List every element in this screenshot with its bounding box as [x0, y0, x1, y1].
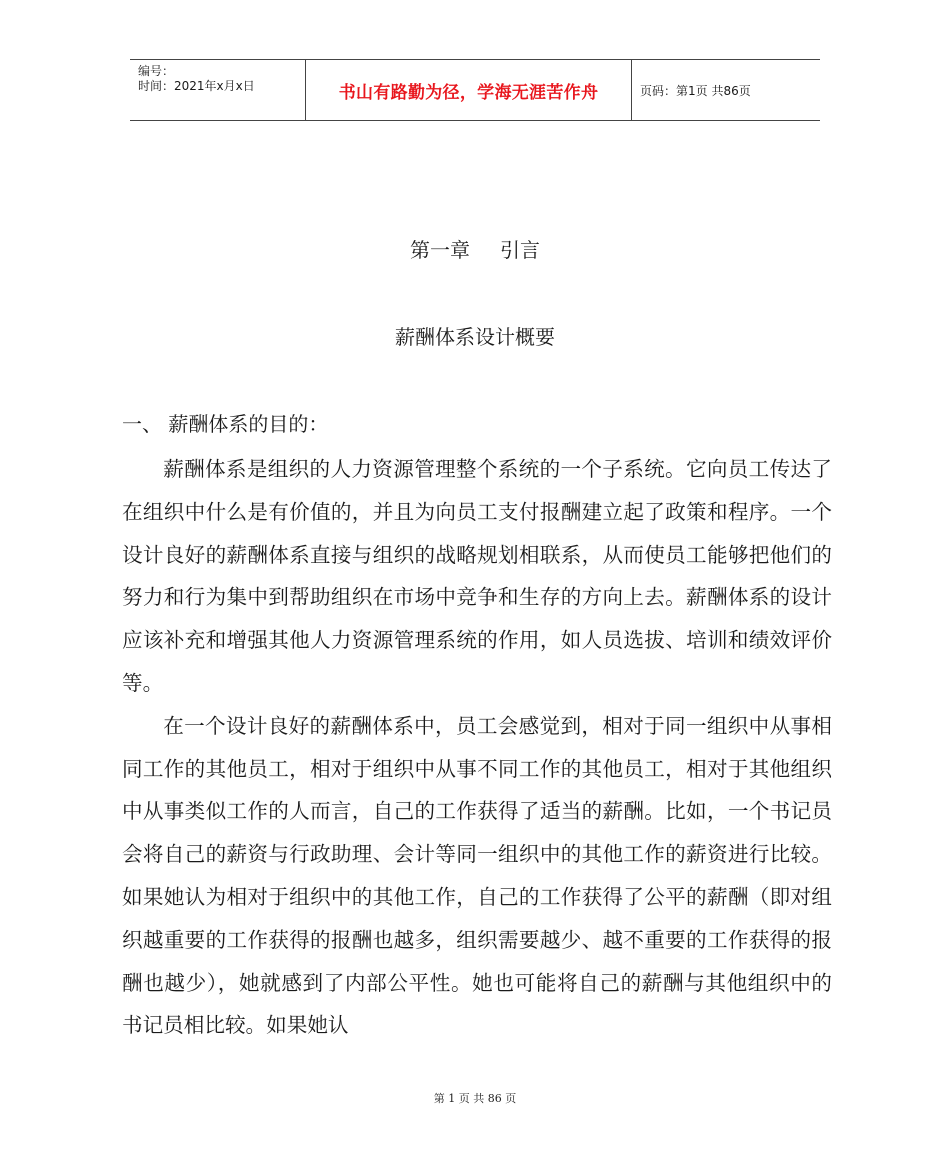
- chapter-heading: [0, 234, 950, 263]
- header-page-cell: [632, 60, 820, 120]
- chapter-number: 第一章: [410, 238, 470, 262]
- header-page-label: 页码：第1页 共86页: [640, 83, 751, 98]
- header-meta: [130, 60, 306, 120]
- document-number-label: 编号：: [138, 64, 175, 78]
- chapter-title: 引言: [500, 238, 540, 262]
- paragraph: 在一个设计良好的薪酬体系中，员工会感觉到，相对于同一组织中从事相同工作的其他员工，相对于组织中从事不同工作的其他员工，相对于其他组织中从事类似工作的人而言，自己的工作获得了适当的薪酬。比如，一个书记员会将自己的薪资与行政助理、会计等同一组织中的其他工作的薪资进行比较。如果她认为相对于组织中的其他工作，自己的工作获得了公平的薪酬（即对组织越重要的工作获得的报酬也越多，组织需要越少、越不重要的工作获得的报酬也越少），她就感到了内部公平性。她也可能将自己的薪酬与其他组织中的书记员相比较。如果她认: [122, 713, 832, 1038]
- header-motto: 书山有路勤为径，学海无涯苦作舟: [338, 82, 599, 103]
- page-footer: 第 1 页 共 86 页: [433, 1092, 517, 1105]
- body-text: [122, 448, 832, 1047]
- header-motto-cell: [306, 60, 632, 120]
- document-subtitle: 薪酬体系设计概要: [395, 325, 555, 349]
- section-heading: 一、 薪酬体系的目的：: [122, 412, 329, 436]
- page-header: [130, 59, 820, 121]
- paragraph: 薪酬体系是组织的人力资源管理整个系统的一个子系统。它向员工传达了在组织中什么是有价值的，并且为向员工支付报酬建立起了政策和程序。一个设计良好的薪酬体系直接与组织的战略规划相联系，从而使员工能够把他们的努力和行为集中到帮助组织在市场中竞争和生存的方向上去。薪酬体系的设计应该补充和增强其他人力资源管理系统的作用，如人员选拔、培训和绩效评价等。: [122, 457, 832, 695]
- document-time-label: 时间：2021年x月x日: [138, 79, 255, 93]
